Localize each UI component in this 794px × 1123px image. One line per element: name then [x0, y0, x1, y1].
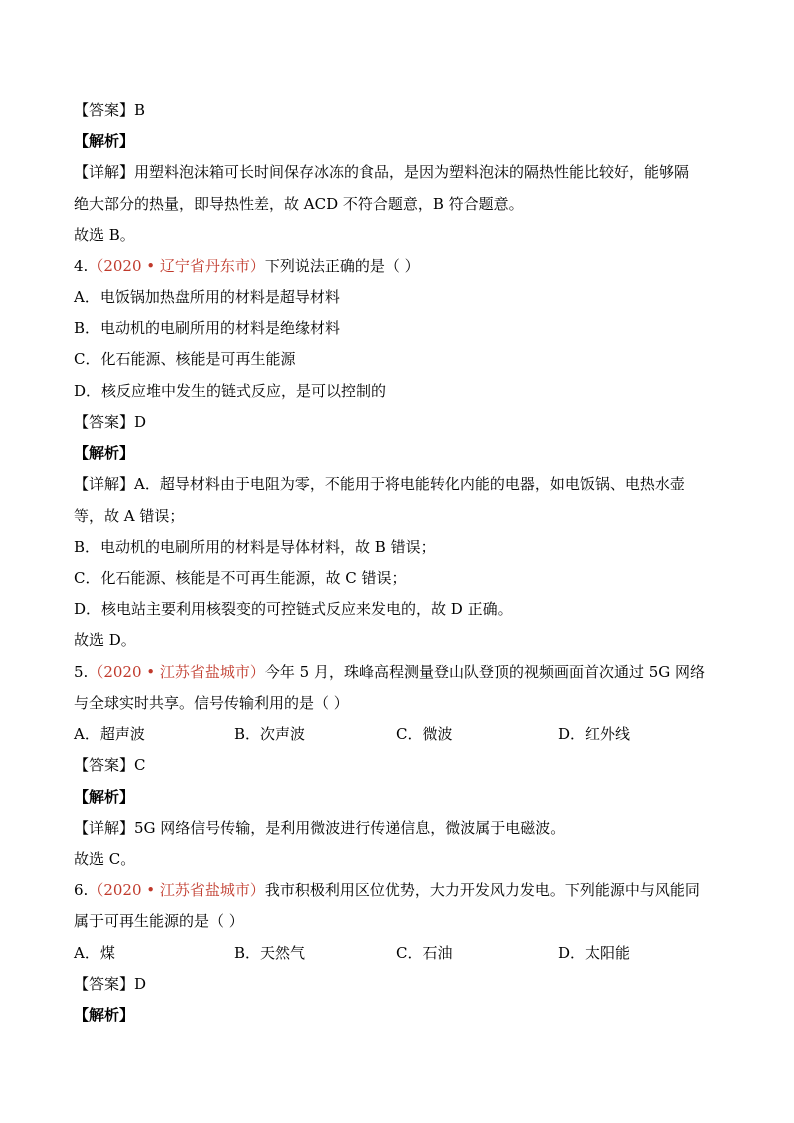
q4-option-b: B．电动机的电刷所用的材料是绝缘材料: [74, 319, 341, 337]
question-stem: 下列说法正确的是（ ）: [264, 257, 420, 275]
answer-q4: 【答案】D: [74, 413, 147, 431]
question-source: （2020 • 江苏省盐城市）: [88, 881, 265, 899]
q5-option-a: A．超声波: [74, 725, 145, 743]
question-6-stem-line2: 属于可再生能源的是（ ）: [74, 912, 244, 930]
detail-q3-line2: 绝大部分的热量，即导热性差，故 ACD 不符合题意，B 符合题意。: [74, 195, 524, 213]
q5-option-d: D．红外线: [558, 725, 631, 743]
detail-q3-line1: 【详解】用塑料泡沫箱可长时间保存冰冻的食品，是因为塑料泡沫的隔热性能比较好，能够隔: [74, 163, 690, 181]
analysis-label-q5: 【解析】: [74, 788, 135, 806]
question-number: 4.: [74, 257, 89, 275]
q6-option-c: C．石油: [396, 944, 453, 962]
q6-option-a: A．煤: [74, 944, 115, 962]
q5-option-c: C．微波: [396, 725, 453, 743]
detail-q4-line4: C．化石能源、核能是不可再生能源，故 C 错误；: [74, 569, 407, 587]
detail-q4-line5: D．核电站主要利用核裂变的可控链式反应来发电的，故 D 正确。: [74, 600, 513, 618]
question-stem: 今年 5 月，珠峰高程测量登山队登顶的视频画面首次通过 5G 网络: [264, 663, 706, 681]
conclusion-q5: 故选 C。: [74, 850, 136, 868]
q5-option-b: B．次声波: [234, 725, 306, 743]
question-4: [74, 256, 420, 276]
q4-option-d: D．核反应堆中发生的链式反应，是可以控制的: [74, 382, 387, 400]
answer-q3: 【答案】B: [74, 101, 146, 119]
question-5: [74, 662, 705, 682]
question-5-stem-line2: 与全球实时共享。信号传输利用的是（ ）: [74, 694, 349, 712]
detail-q4-line2: 等，故 A 错误；: [74, 507, 185, 525]
question-6: [74, 880, 700, 900]
detail-q5-line1: 【详解】5G 网络信号传输，是利用微波进行传递信息，微波属于电磁波。: [74, 819, 566, 837]
conclusion-q3: 故选 B。: [74, 226, 135, 244]
answer-q6: 【答案】D: [74, 975, 147, 993]
question-number: 6.: [74, 881, 89, 899]
question-number: 5.: [74, 663, 89, 681]
detail-q4-line1: 【详解】A．超导材料由于电阻为零，不能用于将电能转化内能的电器，如电饭锅、电热水壶: [74, 475, 685, 493]
q6-option-d: D．太阳能: [558, 944, 631, 962]
q6-options: [74, 943, 714, 963]
analysis-label-q4: 【解析】: [74, 444, 135, 462]
q6-option-b: B．天然气: [234, 944, 306, 962]
analysis-label-q3: 【解析】: [74, 132, 135, 150]
conclusion-q4: 故选 D。: [74, 631, 136, 649]
question-source: （2020 • 江苏省盐城市）: [88, 663, 265, 681]
analysis-label-q6: 【解析】: [74, 1006, 135, 1024]
question-source: （2020 • 辽宁省丹东市）: [88, 257, 265, 275]
q4-option-c: C．化石能源、核能是可再生能源: [74, 350, 296, 368]
detail-q4-line3: B．电动机的电刷所用的材料是导体材料，故 B 错误；: [74, 538, 436, 556]
q4-option-a: A．电饭锅加热盘所用的材料是超导材料: [74, 288, 340, 306]
q5-options: [74, 724, 714, 744]
answer-q5: 【答案】C: [74, 756, 146, 774]
question-stem: 我市积极利用区位优势，大力开发风力发电。下列能源中与风能同: [264, 881, 700, 899]
